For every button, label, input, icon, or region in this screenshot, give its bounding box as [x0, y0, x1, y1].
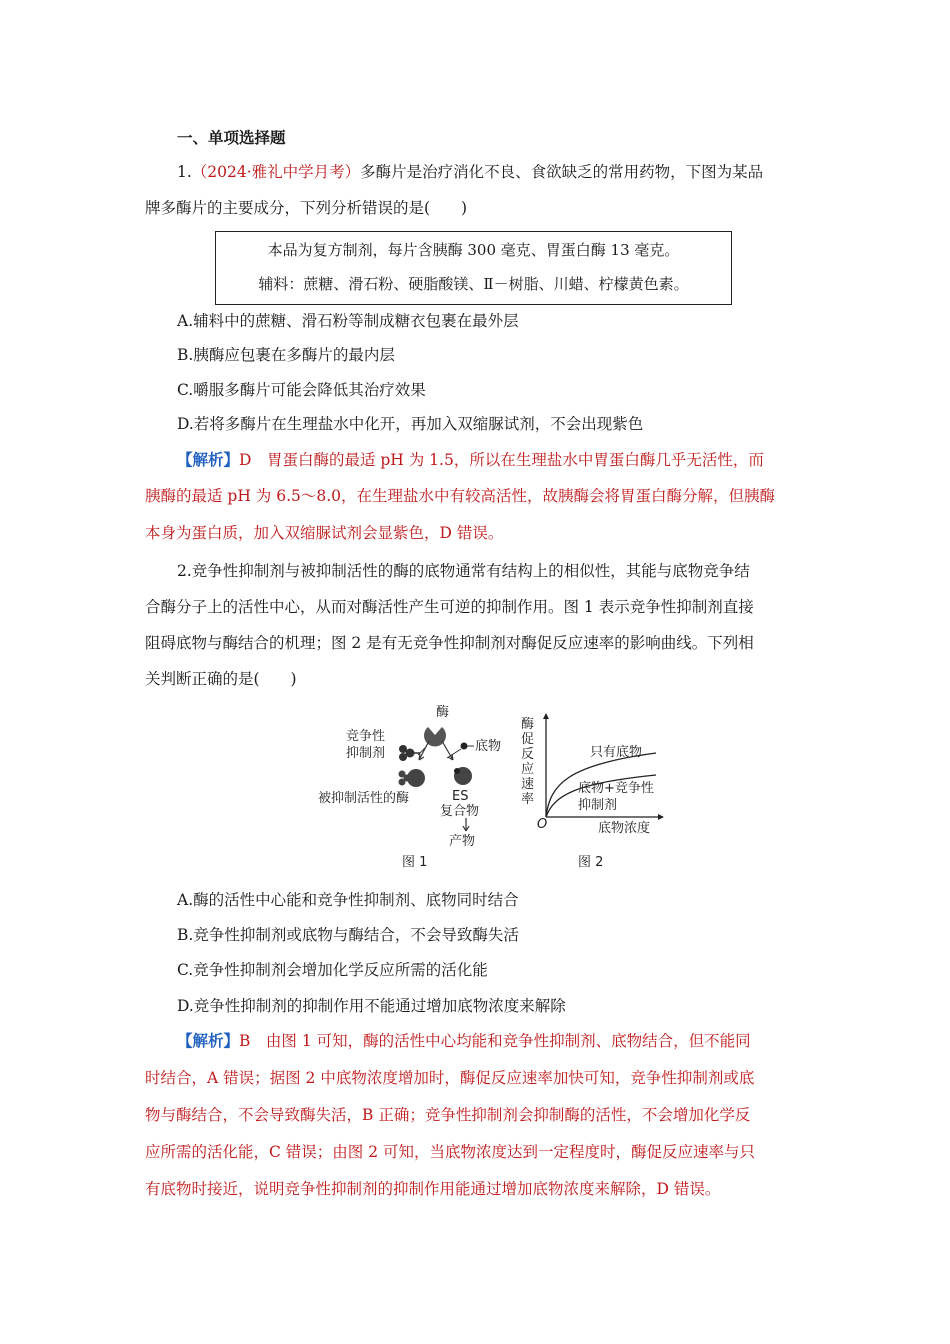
- q1-analysis-text: D 胃蛋白酶的最适 pH 为 1.5，所以在生理盐水中胃蛋白酶几乎无活性，而: [239, 451, 764, 469]
- q2-option-a: A.酶的活性中心能和竞争性抑制剂、底物同时结合: [177, 891, 519, 909]
- q1-option-c: C.嚼服多酶片可能会降低其治疗效果: [177, 381, 426, 399]
- q2-analysis-line-5: 有底物时接近，说明竞争性抑制剂的抑制作用能通过增加底物浓度来解除，D 错误。: [145, 1180, 721, 1198]
- q1-option-b: B.胰酶应包裹在多酶片的最内层: [177, 346, 395, 364]
- fig2-curve-bottom-label-2: 抑制剂: [578, 798, 618, 813]
- q1-analysis-line-3: 本身为蛋白质，加入双缩脲试剂会显紫色，D 错误。: [145, 524, 504, 542]
- fig2-curve-bottom-label-1: 底物+竞争性: [578, 781, 654, 796]
- fig1-es-label-2: 复合物: [440, 804, 480, 819]
- fig2-xlabel: 底物浓度: [598, 821, 651, 836]
- q2-figures: [316, 705, 676, 875]
- q1-number: 1.: [177, 163, 192, 181]
- q2-analysis-line-2: 时结合，A 错误；据图 2 中底物浓度增加时，酶促反应速率加快可知，竞争性抑制剂或底: [145, 1069, 755, 1087]
- q2-analysis-line-3: 物与酶结合，不会导致酶失活，B 正确；竞争性抑制剂会抑制酶的活性，不会增加化学反: [145, 1106, 751, 1124]
- fig1-inhibitor-label-2: 抑制剂: [346, 746, 386, 761]
- fig2-curve-top-label: 只有底物: [590, 745, 643, 760]
- inhibitor-shape: [399, 745, 415, 761]
- fig2-origin: O: [537, 817, 548, 832]
- fig1-inhibitor-label-1: 竞争性: [346, 729, 386, 744]
- fig2-caption: 图 2: [578, 855, 604, 870]
- q2-option-b: B.竞争性抑制剂或底物与酶结合，不会导致酶失活: [177, 926, 519, 944]
- q2-stem-line-2: 合酶分子上的活性中心，从而对酶活性产生可逆的抑制作用。图 1 表示竞争性抑制剂直接: [145, 598, 754, 616]
- q2-analysis-line-1: [177, 1031, 751, 1051]
- q2-analysis-text: B 由图 1 可知，酶的活性中心均能和竞争性抑制剂、底物结合，但不能同: [239, 1032, 751, 1050]
- q1-analysis-tag: 【解析】: [177, 450, 240, 469]
- q1-option-d: D.若将多酶片在生理盐水中化开，再加入双缩脲试剂，不会出现紫色: [177, 415, 644, 433]
- q2-option-c: C.竞争性抑制剂会增加化学反应所需的活化能: [177, 961, 488, 979]
- fig1-substrate-label: 底物: [475, 739, 502, 754]
- q1-box-line-2: 辅料：蔗糖、滑石粉、硬脂酸镁、Ⅱ－树脂、川蜡、柠檬黄色素。: [258, 275, 689, 293]
- fig1-es-label-1: ES: [452, 789, 469, 804]
- section-title: 一、单项选择题: [177, 128, 286, 147]
- fig1-caption: 图 1: [402, 855, 428, 870]
- es-complex-shape: [454, 767, 472, 785]
- fig2-ylabel: 酶促反应速率: [521, 717, 535, 807]
- inhibited-enzyme-shape: [399, 769, 426, 787]
- q1-ingredient-box: [215, 231, 732, 305]
- q1-stem-line-2: 牌多酶片的主要成分，下列分析错误的是( ): [145, 199, 468, 217]
- q2-analysis-tag: 【解析】: [177, 1031, 240, 1050]
- q2-stem-line-1: 2.竞争性抑制剂与被抑制活性的酶的底物通常有结构上的相似性，其能与底物竞争结: [177, 562, 750, 580]
- q1-analysis-line-2: 胰酶的最适 pH 为 6.5～8.0，在生理盐水中有较高活性，故胰酶会将胃蛋白酶分解，但胰酶: [145, 487, 776, 505]
- q1-stem-text: 多酶片是治疗消化不良、食欲缺乏的常用药物，下图为某品: [360, 163, 764, 181]
- fig1-inhibited-enzyme-label: 被抑制活性的酶: [318, 791, 410, 806]
- q1-source: （2024·雅礼中学月考）: [191, 163, 361, 181]
- fig1-enzyme-label: 酶: [436, 705, 450, 720]
- q1-option-a: A.辅料中的蔗糖、滑石粉等制成糖衣包裹在最外层: [177, 312, 519, 330]
- q2-stem-line-4: 关判断正确的是( ): [145, 670, 297, 688]
- q2-analysis-line-4: 应所需的活化能，C 错误；由图 2 可知，当底物浓度达到一定程度时，酶促反应速率与只: [145, 1143, 756, 1161]
- q2-stem-line-3: 阻碍底物与酶结合的机理；图 2 是有无竞争性抑制剂对酶促反应速率的影响曲线。下列相: [145, 634, 754, 652]
- q1-box-line-1: 本品为复方制剂，每片含胰酶 300 毫克、胃蛋白酶 13 毫克。: [267, 241, 680, 259]
- substrate-dot: [461, 743, 468, 750]
- q2-option-d: D.竞争性抑制剂的抑制作用不能通过增加底物浓度来解除: [177, 997, 566, 1015]
- fig1-product-label: 产物: [449, 834, 476, 849]
- q1-stem-line-1: [177, 162, 763, 182]
- q1-analysis-line-1: [177, 450, 764, 470]
